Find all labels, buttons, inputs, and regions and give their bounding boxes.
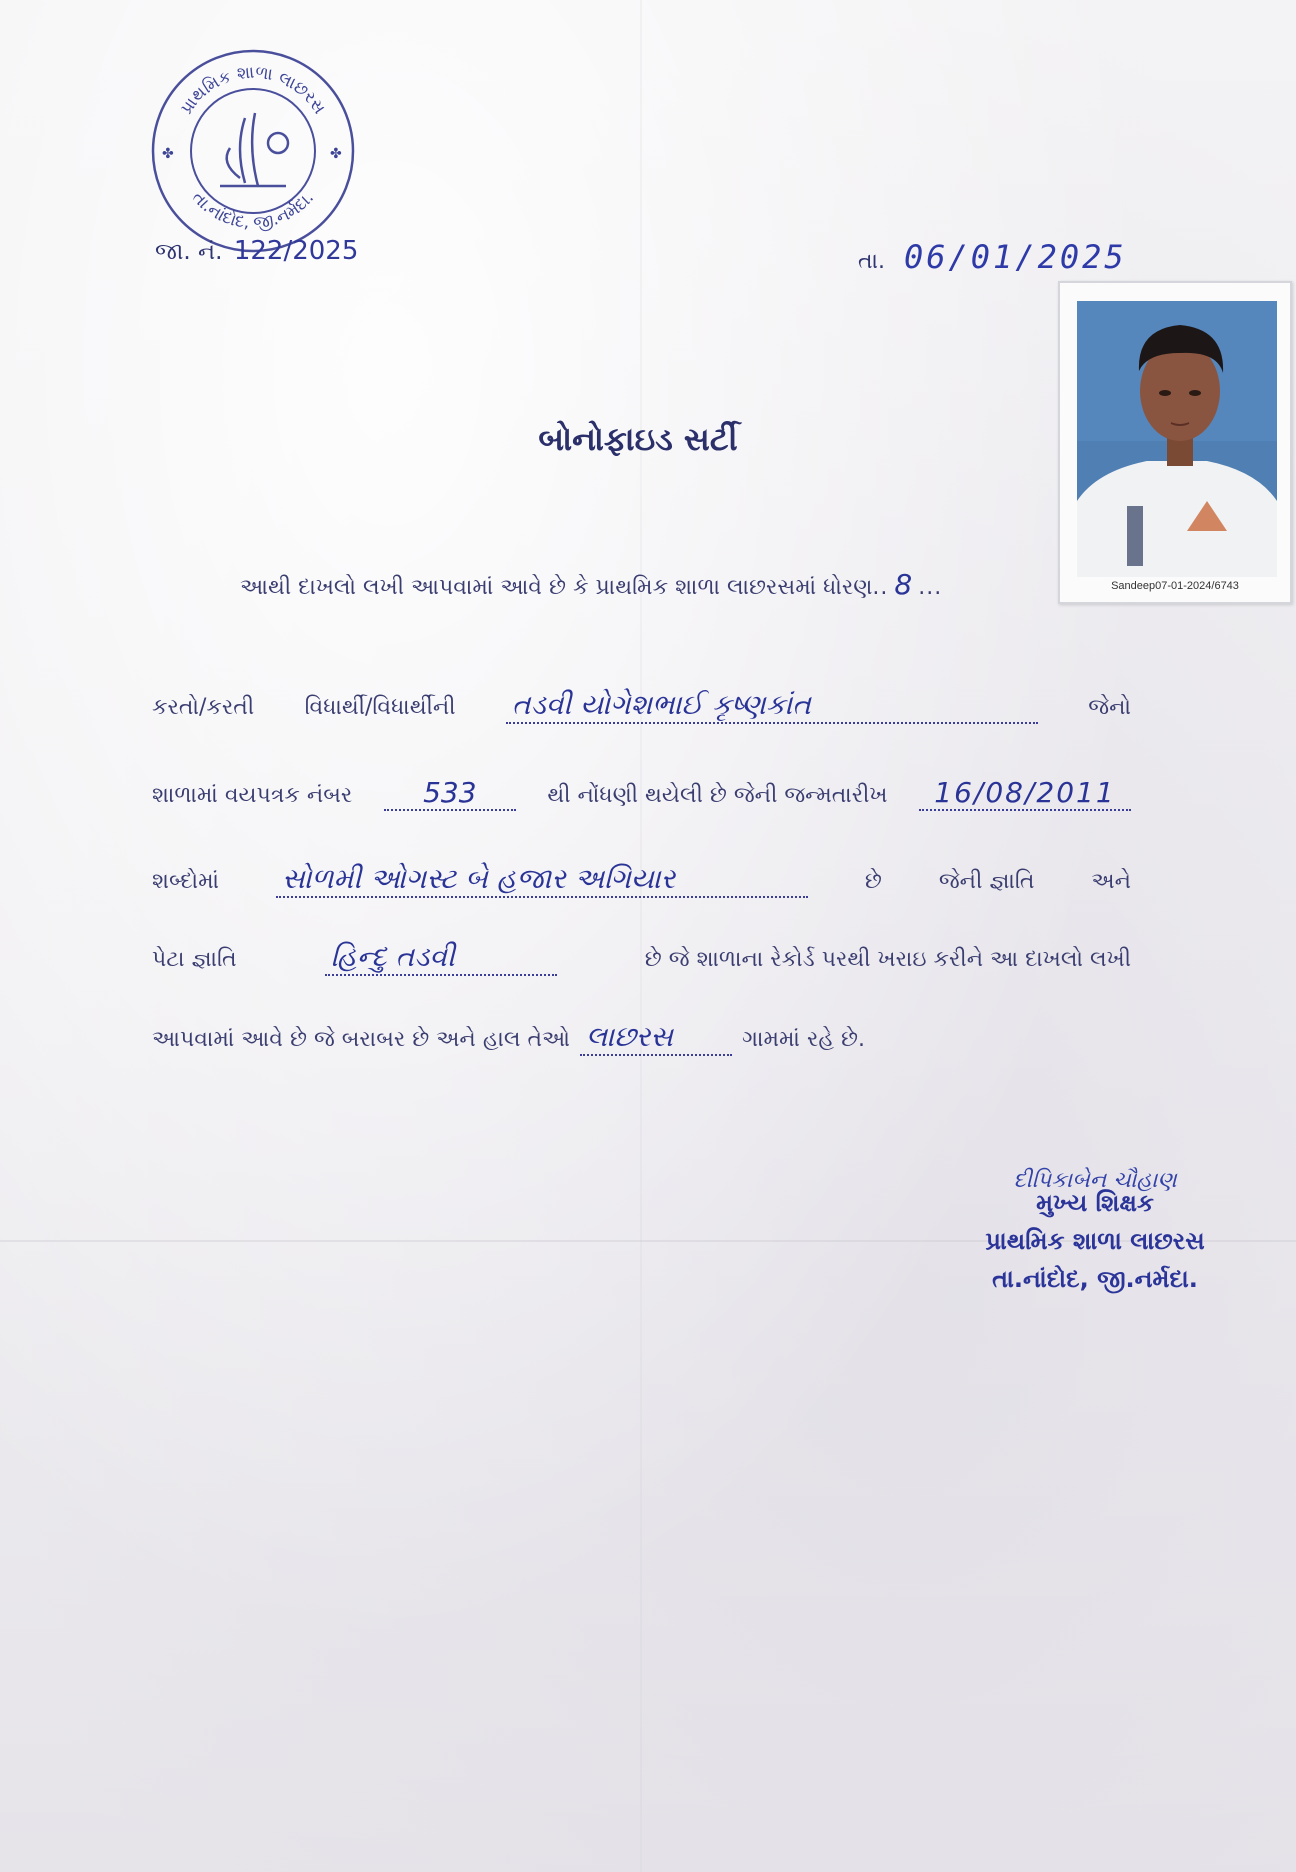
birth-date-value: 16/08/2011 — [919, 776, 1131, 811]
body-line-5 — [152, 940, 1131, 976]
date-value: 06/01/2025 — [903, 238, 1127, 276]
photo-caption: Sandeep07-01-2024/6743 — [1111, 580, 1239, 592]
signatory-address: તા.નાંદોદ, જી.નર્મદા. — [992, 1265, 1198, 1293]
body-line-4 — [152, 862, 1131, 898]
handwritten-signature: દીપિકાબેન ચૌહાણ — [1013, 1168, 1177, 1193]
date-label: તા. — [858, 249, 885, 274]
stamp-star-icon: ✤ — [330, 146, 342, 162]
svg-text:પ્રાથમિક શાળા લાછરસ — [177, 63, 330, 119]
body-line-6 — [152, 1020, 1131, 1056]
line1-text: આથી દાખલો લખી આપવામાં આવે છે કે પ્રાથમિક શાળા લાછરસમાં ધોરણ — [240, 575, 873, 600]
line4-suffix3: અને — [1091, 869, 1131, 894]
stamp-ring-bottom-text: તા.નાંદોદ, જી.નર્મદા. — [187, 187, 319, 234]
svg-text:તા.નાંદોદ, જી.નર્મદા. — [188, 188, 318, 234]
register-number-value: 533 — [384, 776, 516, 811]
certificate-title-text: બોનોફાઇડ સર્ટી — [538, 420, 738, 458]
certificate-title — [0, 420, 1296, 459]
standard-value: 8 — [894, 568, 913, 601]
signatory-school: પ્રાથમિક શાળા લાછરસ — [985, 1227, 1205, 1255]
school-stamp — [150, 48, 356, 254]
signatory-title: મુખ્ય શિક્ષક — [1036, 1189, 1154, 1217]
line6-suffix: ગામમાં રહે છે. — [742, 1027, 865, 1052]
reference-label: જા. નં. — [155, 239, 223, 265]
line5-suffix: છે જે શાળાના રેકોર્ડ પરથી ખરાઇ કરીને આ દાખલો લખી — [644, 947, 1131, 972]
line3-middle: થી નોંધણી થયેલી છે જેની જન્મતારીખ — [547, 783, 888, 808]
line3-prefix: શાળામાં વયપત્રક નંબર — [152, 783, 353, 808]
line5-prefix: પેટા જ્ઞાતિ — [152, 947, 237, 972]
line2-prefix2: વિધાર્થી/વિધાર્થીની — [304, 695, 456, 720]
stamp-emblem-icon — [220, 113, 288, 186]
dotted-leader: ... — [918, 575, 943, 600]
line4-prefix: શબ્દોમાં — [152, 869, 220, 894]
fold-crease — [640, 0, 642, 1872]
student-name-value: તડવી યોગેશભાઈ કૃષ્ણકાંત — [506, 688, 1038, 724]
signature-block — [965, 1168, 1225, 1293]
caste-value: હિન્દુ તડવી — [325, 940, 557, 976]
body-line-1 — [240, 568, 1051, 601]
stamp-ring-top-text: પ્રાથમિક શાળા લાછરસ — [176, 62, 330, 118]
issue-date — [858, 238, 1127, 276]
line2-suffix: જેનો — [1088, 695, 1131, 720]
body-line-2 — [152, 688, 1131, 724]
line6-prefix: આપવામાં આવે છે જે બરાબર છે અને હાલ તેઓ — [152, 1027, 571, 1052]
stamp-star-icon: ✤ — [162, 146, 174, 162]
reference-number — [155, 236, 358, 266]
dotted-leader: .. — [872, 575, 889, 600]
line4-suffix: છે — [864, 869, 882, 894]
line2-prefix: કરતો/કરતી — [152, 695, 255, 720]
birth-date-words-value: સોળમી ઓગસ્ટ બે હજાર અગિયાર — [276, 862, 808, 898]
reference-value: 122/2025 — [233, 236, 359, 266]
body-line-3 — [152, 776, 1131, 811]
village-value: લાછરસ — [580, 1020, 732, 1056]
line4-suffix2: જેની જ્ઞાતિ — [938, 869, 1035, 894]
